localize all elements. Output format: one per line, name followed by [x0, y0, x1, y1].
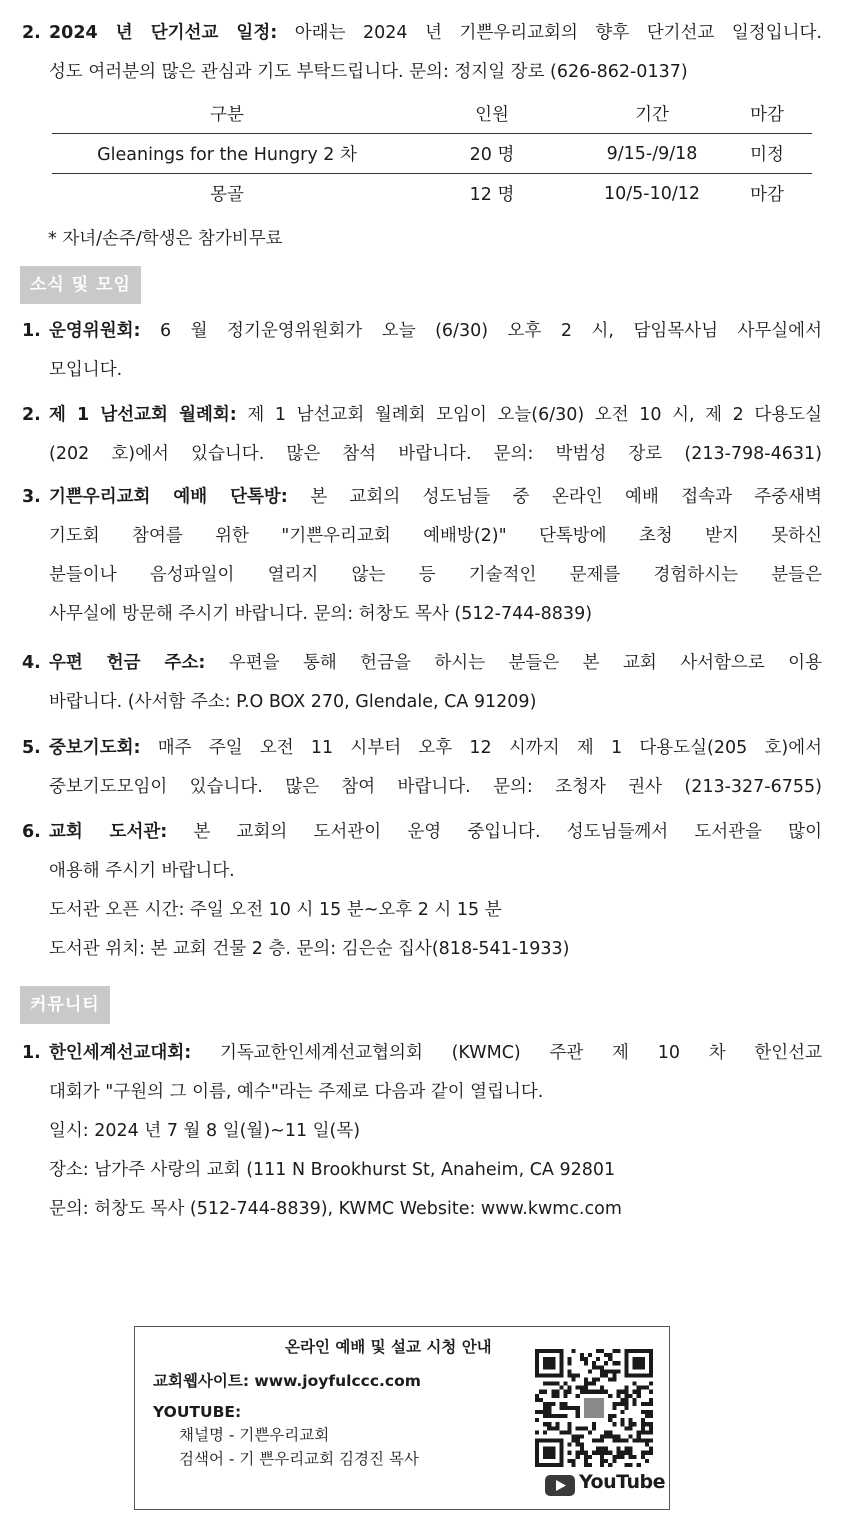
youtube-logo [543, 1470, 665, 1500]
mission-note: * 자녀/손주/학생은 참가비무료 [48, 229, 283, 249]
item-line: 중보기도모임이 있습니다. 많은 참여 바랍니다. 문의: 조청자 권사 (213-327-6755) [49, 777, 822, 797]
item-line: 사무실에 방문해 주시기 바랍니다. 문의: 허창도 목사 (512-744-8839) [49, 604, 593, 624]
item-number: 3. [22, 487, 41, 507]
table-row [52, 134, 812, 174]
youtube-logo-text: YouTube [579, 1471, 665, 1493]
table-cell: 12 명 [469, 185, 515, 205]
table-cell: 마감 [750, 185, 784, 205]
news-item-4 [22, 644, 822, 722]
item-line: (202 호)에서 있습니다. 많은 참석 바랍니다. 문의: 박범성 장로 (213-798-4631) [49, 444, 822, 464]
news-item-1 [22, 312, 822, 390]
item-lead: 2024 년 단기선교 일정: [49, 23, 278, 43]
mission-line-1 [49, 14, 822, 53]
youtube-search-term: 검색어 - 기 쁜우리교회 김경진 목사 [179, 1450, 419, 1468]
item-lead: 기쁜우리교회 예배 단톡방: [49, 487, 288, 507]
section-tag-news: 소식 및 모임 [20, 266, 141, 304]
section-tag-community: 커뮤니티 [20, 986, 110, 1024]
item-number: 2. [22, 23, 41, 43]
item-number: 2. [22, 405, 41, 425]
item-line [49, 644, 822, 683]
table-header: 인원 [475, 105, 509, 125]
mission-item [22, 14, 822, 92]
item-line [49, 729, 822, 768]
item-text: 우편을 통해 헌금을 하시는 분들은 본 교회 사서함으로 이용 [205, 653, 822, 673]
mission-schedule-table [52, 94, 812, 213]
table-header-row [52, 94, 812, 134]
online-worship-info-box [134, 1326, 670, 1510]
item-number: 5. [22, 738, 41, 758]
item-number: 4. [22, 653, 41, 673]
table-cell: 10/5-10/12 [603, 183, 701, 204]
item-text: 제 1 남선교회 월례회 모임이 오늘(6/30) 오전 10 시, 제 2 다용도실 [236, 405, 822, 425]
item-text: 6 월 정기운영위원회가 오늘 (6/30) 오후 2 시, 담임목사님 사무실에서 [140, 321, 822, 341]
item-lead: 교회 도서관: [49, 822, 168, 842]
info-box-title: 온라인 예배 및 설교 시청 안내 [285, 1338, 492, 1356]
table-header: 마감 [750, 105, 784, 125]
table-cell: 미정 [750, 145, 784, 165]
item-text: 기독교한인세계선교협의회 (KWMC) 주관 제 10 차 한인선교 [191, 1043, 822, 1063]
news-item-5 [22, 729, 822, 807]
youtube-label: YOUTUBE: [153, 1403, 242, 1421]
item-line: 모입니다. [49, 360, 123, 380]
table-cell: 20 명 [469, 145, 515, 165]
table-row [52, 174, 812, 214]
qr-code-icon[interactable] [535, 1349, 653, 1467]
item-line: 일시: 2024 년 7 월 8 일(월)~11 일(목) [49, 1121, 361, 1141]
item-number: 6. [22, 822, 41, 842]
table-header: 기간 [635, 105, 669, 125]
item-line [49, 813, 822, 852]
item-line: 문의: 허창도 목사 (512-744-8839), KWMC Website: www.kwmc.com [49, 1199, 622, 1219]
community-item-1 [22, 1034, 822, 1229]
item-text: 본 교회의 도서관이 운영 중입니다. 성도님들께서 도서관을 많이 [167, 822, 822, 842]
news-item-6 [22, 813, 822, 969]
item-line [49, 396, 822, 435]
item-lead: 한인세계선교대회: [49, 1043, 192, 1063]
item-text: 본 교회의 성도님들 중 온라인 예배 접속과 주중새벽 [287, 487, 822, 507]
item-line: 대회가 "구원의 그 이름, 예수"라는 주제로 다음과 같이 열립니다. [49, 1082, 544, 1102]
item-lead: 우편 헌금 주소: [49, 653, 206, 673]
item-lead: 중보기도회: [49, 738, 141, 758]
item-line [49, 478, 822, 517]
item-number: 1. [22, 321, 41, 341]
item-line [49, 1034, 822, 1073]
table-cell: Gleanings for the Hungry 2 차 [97, 145, 357, 165]
table-cell: 9/15-/9/18 [606, 143, 698, 164]
item-line: 도서관 위치: 본 교회 건물 2 층. 문의: 김은순 집사(818-541-1933) [49, 939, 570, 959]
item-number: 1. [22, 1043, 41, 1063]
mission-line-2: 성도 여러분의 많은 관심과 기도 부탁드립니다. 문의: 정지일 장로 (626-862-0137) [49, 62, 688, 82]
item-line: 애용해 주시기 바랍니다. [49, 861, 235, 881]
item-line: 바랍니다. (사서함 주소: P.O BOX 270, Glendale, CA 91209) [49, 692, 537, 712]
table-cell: 몽골 [210, 185, 244, 205]
church-website-link[interactable]: 교회웹사이트: www.joyfulccc.com [153, 1372, 421, 1390]
item-line: 기도회 참여를 위한 "기쁜우리교회 예배방(2)" 단톡방에 초청 받지 못하신 [49, 526, 822, 546]
item-lead: 제 1 남선교회 월례회: [49, 405, 237, 425]
table-header: 구분 [210, 105, 244, 125]
news-item-3 [22, 478, 822, 634]
item-text: 매주 주일 오전 11 시부터 오후 12 시까지 제 1 다용도실(205 호)에서 [140, 738, 822, 758]
item-line: 분들이나 음성파일이 열리지 않는 등 기술적인 문제를 경험하시는 분들은 [49, 565, 822, 585]
youtube-channel-name: 채널명 - 기쁜우리교회 [179, 1426, 330, 1444]
item-text: 아래는 2024 년 기쁜우리교회의 향후 단기선교 일정입니다. [277, 23, 822, 43]
item-line [49, 312, 822, 351]
item-line: 도서관 오픈 시간: 주일 오전 10 시 15 분~오후 2 시 15 분 [49, 900, 502, 920]
item-line: 장소: 남가주 사랑의 교회 (111 N Brookhurst St, Anaheim, CA 92801 [49, 1160, 616, 1180]
news-item-2 [22, 396, 822, 474]
item-lead: 운영위원회: [49, 321, 141, 341]
